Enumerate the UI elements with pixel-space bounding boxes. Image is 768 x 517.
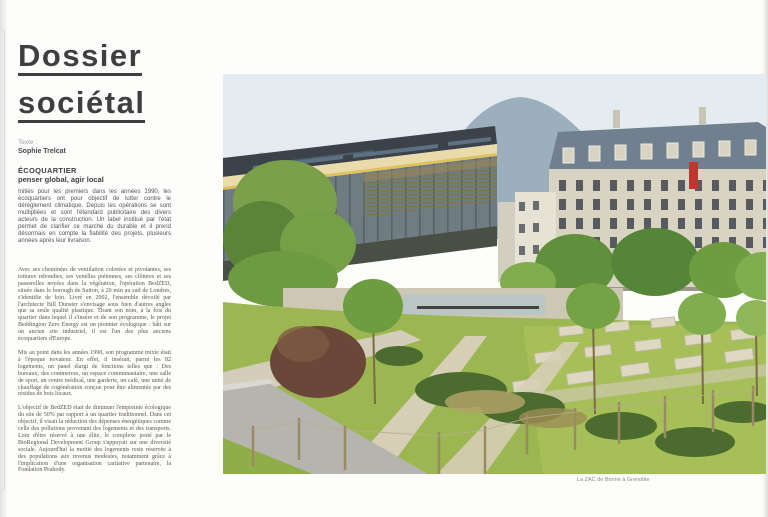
kicker-line-1: ÉCOQUARTIER: [18, 166, 77, 175]
page-fold-line: [4, 30, 5, 490]
dry-grass-clump: [445, 390, 525, 414]
section-kicker: [18, 166, 171, 184]
article-column: [18, 40, 171, 481]
page-title: [18, 40, 171, 134]
body-paragraph-1: Avec ses cheminées de ventilation colorées et pivotantes, ses toitures rebondies, ses venelles piétonnes, ses clôtures et ses passerelles noyées dans la végétation, l'opération BedZED, située dans le borough de Sutton, à 20 min au sud de Londres, s'identifie de loin. Livré en 2002, l'ensemble dévoilé par l'architecte Bill Dunster s'envisage sous bien d'autres angles que sa seule qualité plastique. Tirant son nom, à la fois du quartier dans lequel il s'insère et de son programme, le projet Beddington Zero Energy est un pionnier écologique : bâti sur un ancien site industriel, il est l'un des plus anciens écoquartiers d'Europe.: [18, 267, 171, 343]
tree-canopy: [343, 279, 403, 333]
byline: [18, 139, 171, 156]
ecoquartier-photo: [223, 74, 766, 474]
chimney: [613, 110, 620, 128]
footbridge: [417, 306, 539, 309]
photo-caption: La ZAC de Bonne à Grenoble: [577, 477, 650, 483]
byline-label: Texte :: [18, 139, 38, 146]
chimney: [699, 107, 706, 125]
pond: [403, 294, 545, 315]
photo-illustration: [223, 74, 766, 474]
intro-paragraph: Initiés pour les premiers dans les années 1990, les écoquartiers ont pour objectif de lutter contre le dérèglement climatique. Depuis les opérations se sont multipliées et sont l'étendard publicitaire des divers acteurs de la construction. Un label institué par l'état permet de clarifier ce marché du durable et il prend désormais en compte la fiabilité des projets, plusieurs années après leur livraison.: [18, 189, 171, 244]
title-line-1: Dossier: [18, 40, 142, 76]
body-paragraph-3: L'objectif de BedZED était de diminuer l'empreinte écologique du site de 50% par rapport à un quartier traditionnel. Dans cet objectif, il visait la réduction des dépenses énergétiques comme celle des pollutions provenant des logements et des transports. Loin d'être réservé à une élite, le complexe porté par le BioRegional Development Group s'appuyait sur une diversité sociale. Aujourd'hui la moitié des logements reste réservée à des populations aux revenus modestes, notamment grâce à l'implication d'une organisation caritative partenaire, la Fondation Peabody.: [18, 405, 171, 474]
body-paragraph-2: Mis au point dans les années 1990, son programme mixte était à l'époque novateur. En effet, il insérait, parmi les 82 logements, un panel élargi de fonctions telles que : Des bureaux, des commerces, un espace communautaire, une salle de sport, un centre médical, une garderie, un café, une unité de chauffage de cogénération conçue pour être alimentée par des résidus de bois locaux.: [18, 349, 171, 398]
tree-canopy: [566, 283, 620, 329]
byline-author: Sophie Trelcat: [18, 148, 66, 155]
red-banner: [689, 162, 698, 189]
kicker-line-2: penser global, agir local: [18, 175, 104, 184]
title-line-2: sociétal: [18, 87, 145, 123]
purple-shrub-top: [277, 326, 329, 362]
body-text: [18, 267, 171, 474]
tree-canopy: [678, 293, 726, 335]
